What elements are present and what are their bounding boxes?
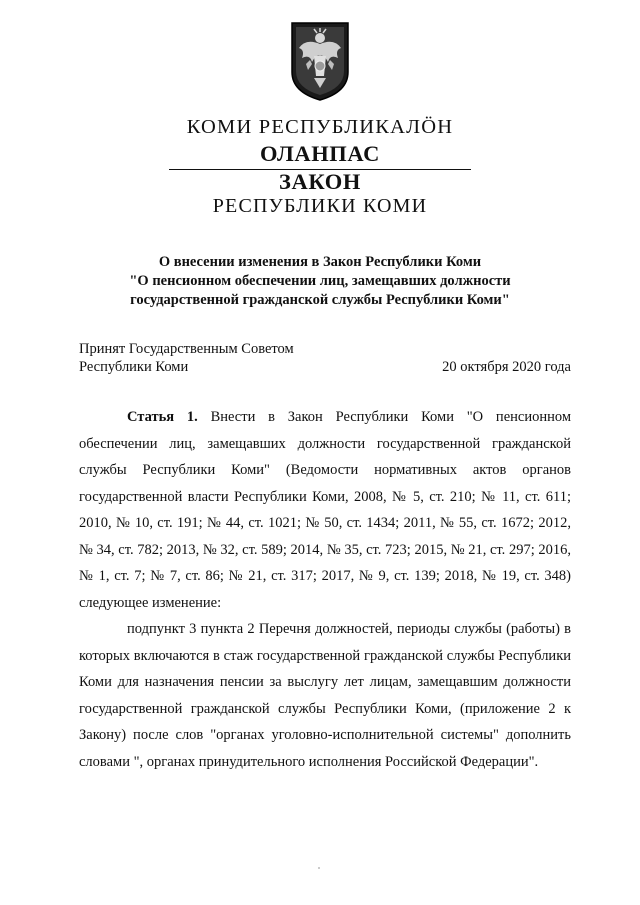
article-1-label: Статья 1.: [127, 409, 198, 425]
article-1-text: Внести в Закон Республики Коми "О пенсионном обеспечении лиц, замещавших должности государственной гражданской службы Республики Коми" (Ведомости нормативных актов органов государственной власти Республики Коми, 2008, № 5, ст. 210; № 11, ст. 611; 2010, № 10, ст. 191; № 44, ст. 1021; № 50, ст. 1434; 2011, № 55, ст. 1672; 2012, № 34, ст. 782; 2013, № 32, ст. 589; 2014, № 35, ст. 723; 2015, № 21, ст. 297; 2016, № 1, ст. 7; № 7, ст. 86; № 21, ст. 317; 2017, № 9, ст. 139; 2018, № 19, ст. 348) следующее изменение:: [79, 409, 572, 611]
header-republic-komi: РЕСПУБЛИКИ КОМИ: [212, 195, 428, 217]
article-1-subpoint: подпункт 3 пункта 2 Перечня должностей, периоды службы (работы) в которых включаются в стаж государственной гражданской службы Республики Коми для назначения пенсии за выслугу лет лицам, замещавшим должности государственной гражданской службы Республики Коми, (приложение 2 к Закону) после слов "органах уголовно-исполнительной системы" дополнить словами ", органах принудительного исполнения Российской Федерации".: [79, 621, 571, 770]
law-title-line-2: "О пенсионном обеспечении лиц, замещавших должности: [129, 273, 511, 289]
law-title-line-1: О внесении изменения в Закон Республики Коми: [158, 254, 482, 270]
header-olanpas: ОЛАНПАС: [260, 141, 380, 166]
adoption-line-1: Принят Государственным Советом: [79, 341, 294, 357]
adoption-block: [79, 340, 294, 376]
header-komi-republic-komi-lang: КОМИ РЕСПУБЛИКАЛӦН: [186, 116, 454, 138]
law-title: [60, 253, 580, 310]
law-title-line-3: государственной гражданской службы Республики Коми": [130, 292, 510, 308]
komi-coat-of-arms-icon: [288, 20, 352, 102]
header-zakon: ЗАКОН: [279, 169, 361, 194]
adoption-date: 20 октября 2020 года: [442, 359, 571, 375]
article-1-paragraph: [79, 404, 571, 616]
adoption-line-2: Республики Коми: [79, 359, 189, 375]
article-body: [79, 404, 571, 775]
scan-speck: [318, 867, 320, 869]
